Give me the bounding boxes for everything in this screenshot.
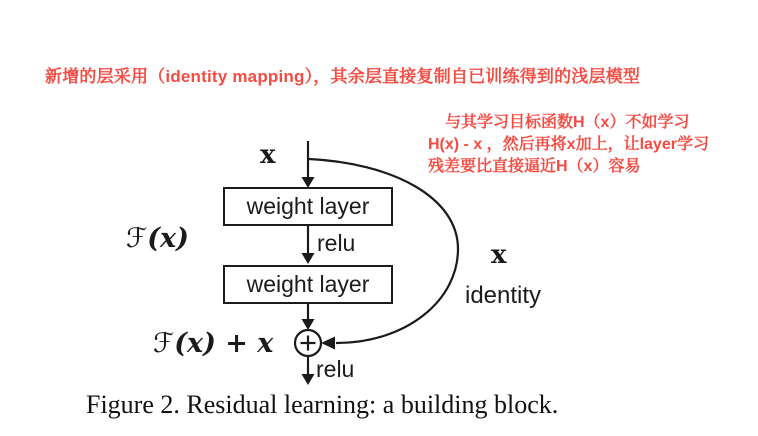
weight-layer-2-label: weight layer <box>246 271 370 297</box>
side-annotation-line-2: H(x) - x ，然后再将x加上，让layer学习 <box>428 136 709 153</box>
weight-layer-box-1 <box>223 187 393 226</box>
figure-caption: Figure 2. Residual learning: a building block. <box>86 390 559 419</box>
script-f-glyph: ℱ <box>126 223 148 254</box>
input-x-label: x <box>260 140 276 170</box>
mid-arrowhead <box>302 253 315 264</box>
weight-layer-box-2 <box>223 265 393 304</box>
to-add-arrowhead <box>302 319 315 330</box>
relu-mid-label: relu <box>317 230 356 256</box>
weight-layer-1-label: weight layer <box>246 193 370 219</box>
top-annotation: 新增的层采用（identity mapping），其余层直接复制自已训练得到的浅层模型 <box>45 67 641 86</box>
output-sum-label: ℱ(x) + x <box>153 328 274 359</box>
relu-out-label: relu <box>316 356 355 382</box>
side-annotation-line-1: 与其学习目标函数H（x）不如学习 <box>445 114 690 131</box>
skip-arrowhead <box>321 337 335 350</box>
script-f-glyph: ℱ <box>153 328 175 359</box>
identity-label: identity <box>465 282 542 309</box>
side-annotation-line-3: 残差要比直接逼近H（x）容易 <box>428 158 641 175</box>
skip-x-label: x <box>491 240 507 270</box>
residual-function-label: ℱ(x) <box>126 223 189 254</box>
output-arrowhead <box>302 374 315 385</box>
